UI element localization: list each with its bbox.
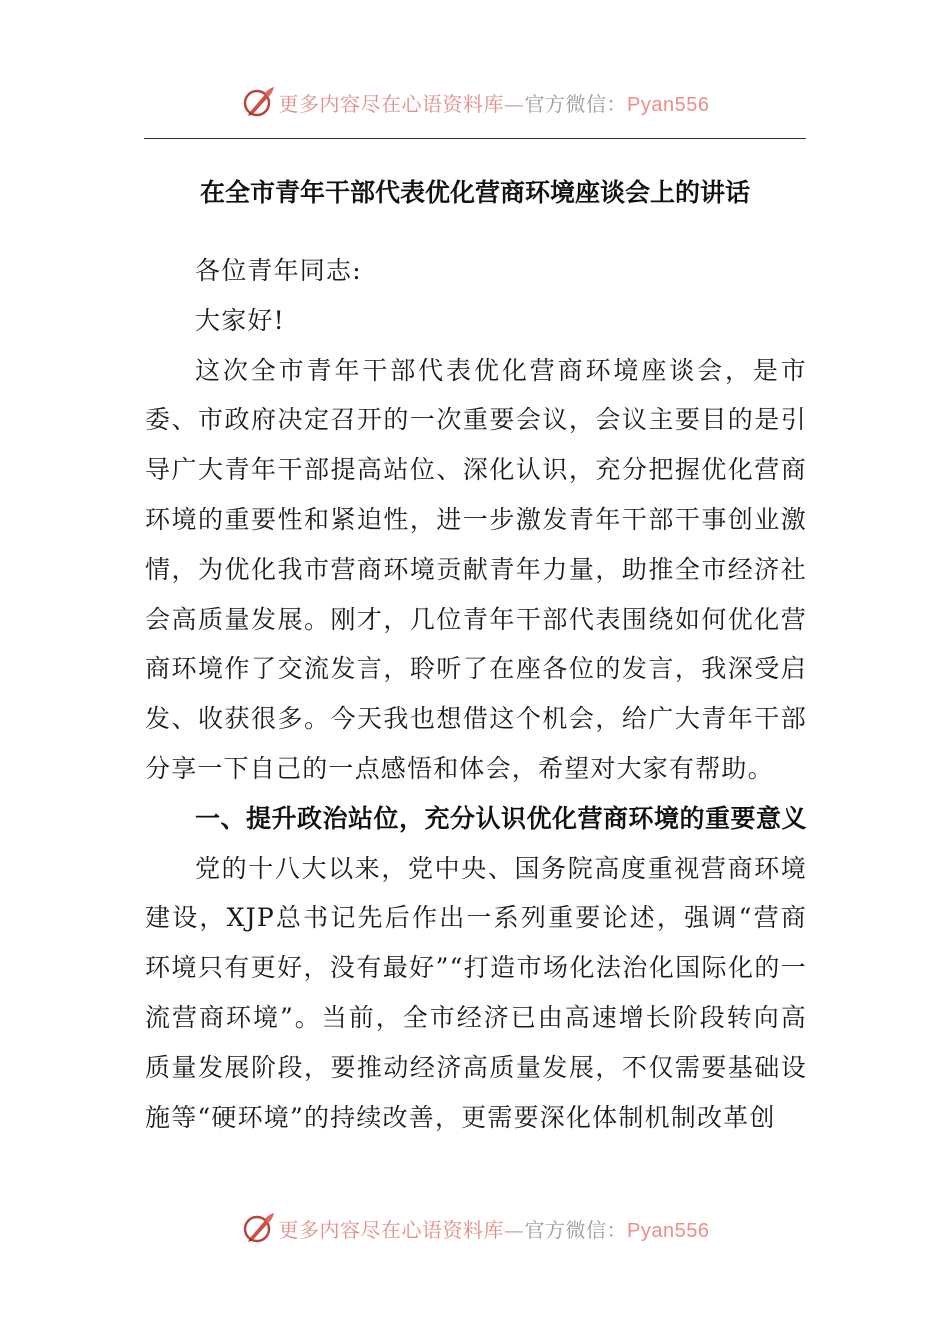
section-heading: 一、提升政治站位，充分认识优化营商环境的重要意义 <box>195 803 808 833</box>
section-paragraph: 党的十八大以来，党中央、国务院高度重视营商环境建设，XJP总书记先后作出一系列重要论述，强调“营商环境只有更好，没有最好”“打造市场化法治化国际化的一流营商环境”。当前，全市经济已由高速增长阶段转向高质量发展阶段，要推动经济高质量发展，不仅需要基础设施等“硬环境”的持续改善，更需要深化体制机制改革创 <box>145 853 807 1132</box>
banner-wechat-id: Pyan556 <box>627 93 710 116</box>
document-body <box>145 246 807 1142</box>
banner-wechat-label: 官方微信： <box>524 1217 628 1242</box>
banner-text <box>279 1214 710 1243</box>
banner-wechat-label: 官方微信： <box>524 91 628 116</box>
quill-pen-logo-icon <box>241 85 275 119</box>
header-divider <box>144 138 806 139</box>
quill-pen-logo-icon <box>241 1211 275 1245</box>
intro-paragraph: 这次全市青年干部代表优化营商环境座谈会，是市委、市政府决定召开的一次重要会议，会议主要目的是引导广大青年干部提高站位、深化认识，充分把握优化营商环境的重要性和紧迫性，进一步激发青年干部干事创业激情，为优化我市营商环境贡献青年力量，助推全市经济社会高质量发展。刚才，几位青年干部代表围绕如何优化营商环境作了交流发言，聆听了在座各位的发言，我深受启发、收获很多。今天我也想借这个机会，给广大青年干部分享一下自己的一点感悟和体会，希望对大家有帮助。 <box>145 355 807 783</box>
greeting: 大家好! <box>195 305 285 335</box>
footer-banner <box>0 1206 950 1250</box>
banner-site-text: 更多内容尽在心语资料库 <box>278 91 505 116</box>
header-banner <box>0 80 950 124</box>
salutation: 各位青年同志: <box>195 256 362 285</box>
banner-site-text: 更多内容尽在心语资料库 <box>278 1217 505 1242</box>
banner-wechat-id: Pyan556 <box>627 1219 710 1242</box>
banner-separator: — <box>504 91 525 116</box>
document-title: 在全市青年干部代表优化营商环境座谈会上的讲话 <box>199 178 750 207</box>
banner-separator: — <box>504 1217 525 1242</box>
banner-text <box>279 88 710 117</box>
